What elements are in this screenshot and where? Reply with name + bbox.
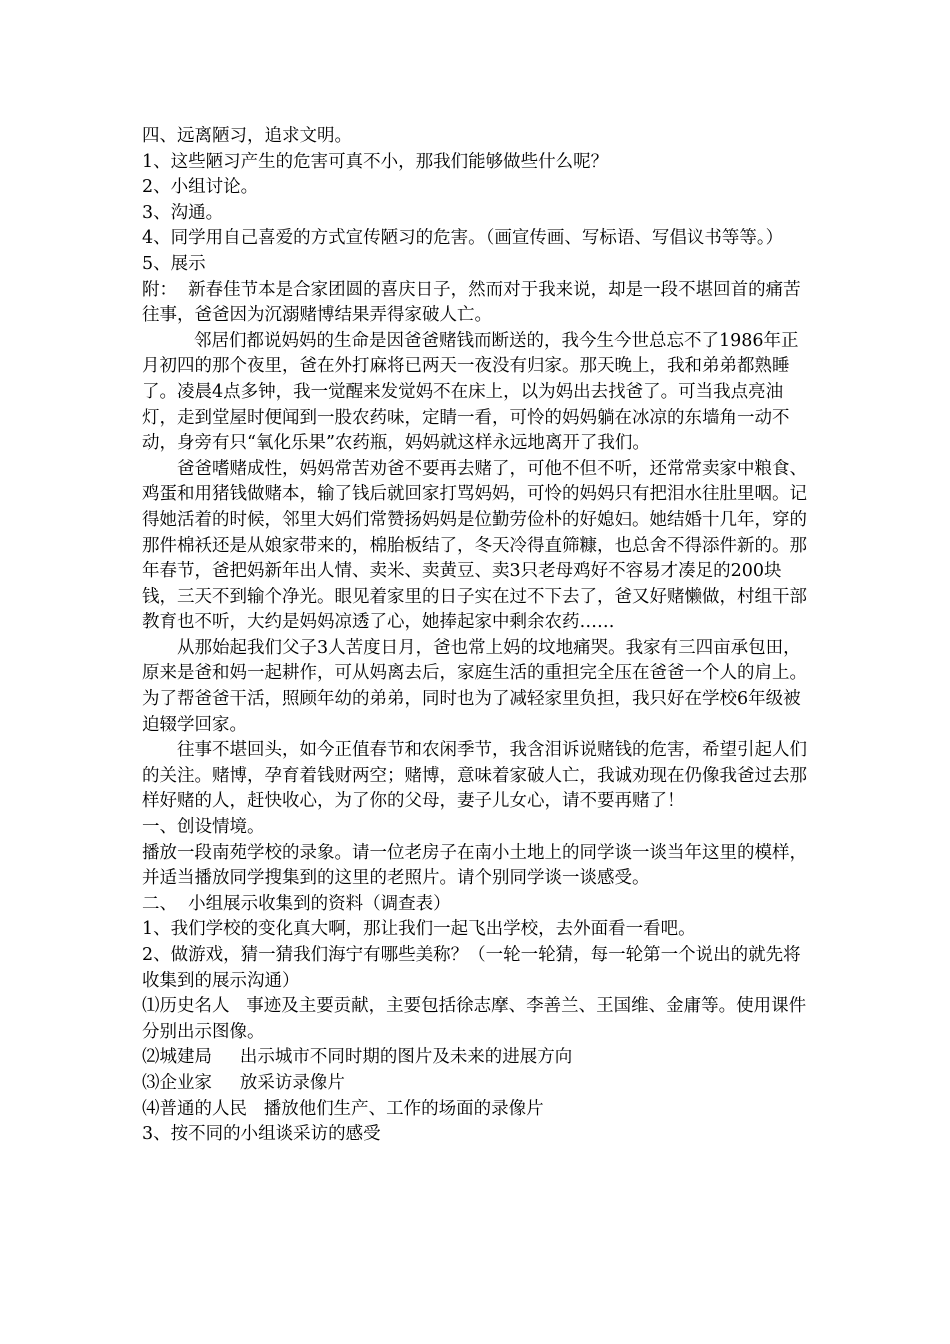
section-2-sub-item-2: ⑵城建局 出示城市不同时期的图片及未来的进展方向 bbox=[142, 1047, 573, 1068]
section-4-item-2: 2、小组讨论。 bbox=[142, 177, 259, 198]
section-4-item-3: 3、沟通。 bbox=[142, 202, 224, 223]
section-2-item-1: 1、我们学校的变化真大啊，那让我们一起飞出学校，去外面看一看吧。 bbox=[142, 919, 696, 940]
section-4-item-5: 5、展示 bbox=[142, 253, 206, 274]
section-2-sub-item-3: ⑶企业家 放采访录像片 bbox=[142, 1072, 345, 1093]
section-2-item-2: 2、做游戏，猜一猜我们海宁有哪些美称？（一轮一轮猜，每一轮第一个说出的就先将收集到的展示沟通） bbox=[142, 945, 801, 991]
section-4-item-1: 1、这些陋习产生的危害可真不小，那我们能够做些什么呢？ bbox=[142, 151, 609, 172]
appendix-paragraph-5: 往事不堪回头，如今正值春节和农闲季节，我含泪诉说赌钱的危害，希望引起人们的关注。赌博，孕育着钱财两空；赌博，意味着家破人亡，我诚劝现在仍像我爸过去那样好赌的人，赶快收心，为了你的父母，妻子儿女心，请不要再赌了！ bbox=[142, 740, 807, 812]
appendix-paragraph-4: 从那始起我们父子3人苦度日月，爸也常上妈的坟地痛哭。我家有三四亩承包田，原来是爸和妈一起耕作，可从妈离去后，家庭生活的重担完全压在爸爸一个人的肩上。为了帮爸爸干活，照顾年幼的弟弟，同时也为了减轻家里负担，我只好在学校6年级被迫辍学回家。 bbox=[142, 637, 807, 735]
document-page bbox=[142, 124, 812, 1148]
section-2-item-3: 3、按不同的小组谈采访的感受 bbox=[142, 1124, 381, 1145]
appendix-paragraph-3: 爸爸嗜赌成性，妈妈常苦劝爸不要再去赌了，可他不但不听，还常常卖家中粮食、鸡蛋和用猪钱做赌本，输了钱后就回家打骂妈妈，可怜的妈妈只有把泪水往肚里咽。记得她活着的时候，邻里大妈们常赞扬妈妈是位勤劳俭朴的好媳妇。她结婚十几年，穿的那件棉袄还是从娘家带来的，棉胎板结了，冬天冷得直筛糠，也总舍不得添件新的。那年春节，爸把妈新年出人情、卖米、卖黄豆、卖3只老母鸡好不容易才凑足的200块钱，三天不到输个净光。眼见着家里的日子实在过不下去了，爸又好赌懒做，村组干部教育也不听，大约是妈妈凉透了心，她捧起家中剩余农药…… bbox=[142, 458, 807, 633]
section-4-item-4: 4、同学用自己喜爱的方式宣传陋习的危害。（画宣传画、写标语、写倡议书等等。） bbox=[142, 228, 784, 249]
section-2-sub-item-4: ⑷普通的人民 播放他们生产、工作的场面的录像片 bbox=[142, 1098, 544, 1119]
appendix-paragraph-2: 邻居们都说妈妈的生命是因爸爸赌钱而断送的，我今生今世总忘不了1986年正月初四的那个夜里，爸在外打麻将已两天一夜没有归家。那天晚上，我和弟弟都熟睡了。凌晨4点多钟，我一觉醒来发觉妈不在床上，以为妈出去找爸了。可当我点亮油灯，走到堂屋时便闻到一股农药味，定睛一看，可怜的妈妈躺在冰凉的东墙角一动不动，身旁有只“氧化乐果”农药瓶，妈妈就这样永远地离开了我们。 bbox=[142, 330, 799, 454]
section-2-sub-item-1: ⑴历史名人 事迹及主要贡献，主要包括徐志摩、李善兰、王国维、金庸等。使用课件分别出示图像。 bbox=[142, 996, 807, 1042]
section-1-body: 播放一段南苑学校的录象。请一位老房子在南小土地上的同学谈一谈当年这里的模样，并适当播放同学搜集到的这里的老照片。请个别同学谈一谈感受。 bbox=[142, 842, 807, 889]
section-1-heading: 一、创设情境。 bbox=[142, 817, 265, 838]
section-4-heading: 四、远离陋习，追求文明。 bbox=[142, 126, 352, 146]
section-2-heading: 二、 小组展示收集到的资料（调查表） bbox=[142, 893, 451, 914]
appendix-paragraph-1: 附： 新春佳节本是合家团圆的喜庆日子，然而对于我来说，却是一段不堪回首的痛苦往事，爸爸因为沉溺赌博结果弄得家破人亡。 bbox=[142, 279, 801, 326]
